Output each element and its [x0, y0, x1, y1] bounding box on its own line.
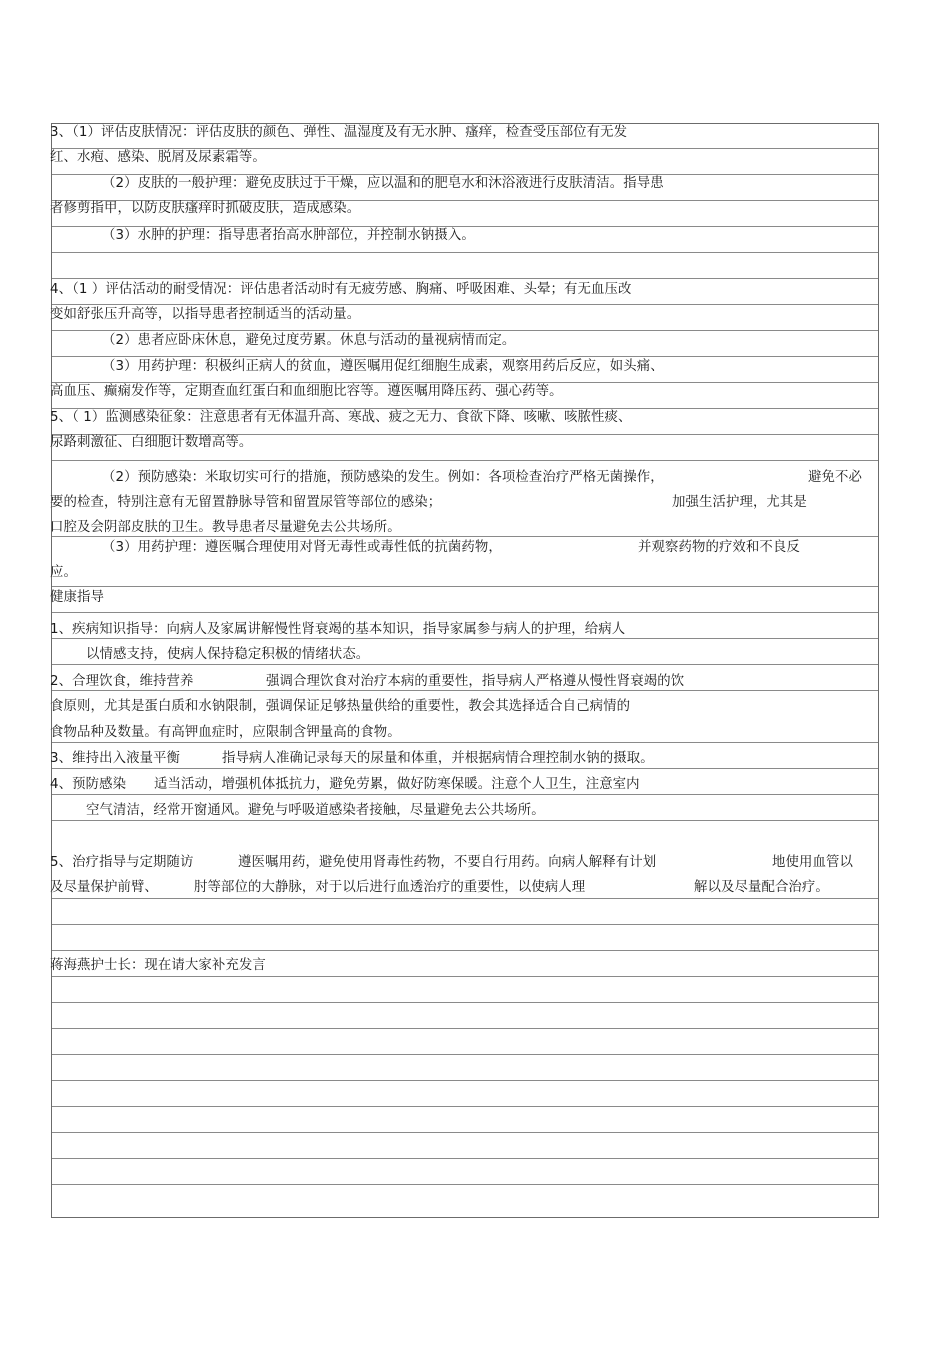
row-rule	[52, 330, 878, 331]
head-nurse-remark: 蒋海燕护士长：现在请大家补充发言	[50, 958, 266, 973]
row-rule	[52, 1184, 878, 1185]
item-5-2-line-2: 要的检查，特别注意有无留置静脉导管和留置尿管等部位的感染；	[50, 495, 442, 510]
row-rule	[52, 1158, 878, 1159]
row-rule	[52, 1028, 878, 1029]
item-4-3-line-2: 高血压、癫痫发作等，定期查血红蛋白和血细胞比容等。遵医嘱用降压药、强心药等。	[50, 384, 563, 399]
item-4-2-line-1: （2）患者应卧床休息，避免过度劳累。休息与活动的量视病情而定。	[102, 333, 516, 348]
item-3-2-line-1: （2）皮肤的一般护理：避免皮肤过于干燥，应以温和的肥皂水和沐浴液进行皮肤清洁。指导患	[102, 176, 664, 191]
row-rule	[52, 768, 878, 769]
row-rule	[52, 950, 878, 951]
row-rule	[52, 898, 878, 899]
row-rule	[52, 304, 878, 305]
row-rule	[52, 252, 878, 253]
guide-4-title: 4、预防感染	[50, 777, 127, 792]
item-5-3-line-2: 应。	[50, 565, 77, 580]
row-rule	[52, 742, 878, 743]
guide-5-line-1-end: 地使用血管以	[772, 855, 853, 870]
row-rule	[52, 1106, 878, 1107]
item-3-1-line-1: 3、（1）评估皮肤情况：评估皮肤的颜色、弹性、温湿度及有无水肿、瘙痒，检查受压部位有无发	[50, 125, 628, 140]
item-5-1-line-1: 5、（ 1）监测感染征象：注意患者有无体温升高、寒战、疲之无力、食欲下降、咳嗽、咳脓性痰、	[50, 410, 632, 425]
health-guidance-heading: 健康指导	[50, 590, 104, 605]
guide-2-title: 2、合理饮食，维持营养	[50, 674, 194, 689]
guide-5-line-2-end: 解以及尽量配合治疗。	[694, 880, 829, 895]
item-3-2-line-2: 者修剪指甲，以防皮肤瘙痒时抓破皮肤，造成感染。	[50, 201, 361, 216]
row-rule	[52, 586, 878, 587]
row-rule	[52, 1002, 878, 1003]
row-rule	[52, 460, 878, 461]
row-rule	[52, 356, 878, 357]
guide-1-line-1: 1、疾病知识指导：向病人及家属讲解慢性肾衰竭的基本知识，指导家属参与病人的护理，给病人	[50, 622, 626, 637]
item-4-1-line-2: 变如舒张压升高等，以指导患者控制适当的活动量。	[50, 307, 361, 322]
item-5-2-line-2-end: 加强生活护理，尤其是	[672, 495, 807, 510]
guide-2-line-2: 食原则，尤其是蛋白质和水钠限制，强调保证足够热量供给的重要性，教会其选择适合自己病情的	[50, 699, 631, 714]
guide-1-line-2: 以情感支持，使病人保持稳定积极的情绪状态。	[86, 647, 370, 662]
row-rule	[52, 278, 878, 279]
row-rule	[52, 976, 878, 977]
row-rule	[52, 794, 878, 795]
row-rule	[52, 1054, 878, 1055]
row-rule	[52, 1132, 878, 1133]
item-3-3-line-1: （3）水肿的护理：指导患者抬高水肿部位，并控制水钠摄入。	[102, 228, 475, 243]
row-rule	[52, 1080, 878, 1081]
guide-4-line-1: 适当活动，增强机体抵抗力，避免劳累，做好防寒保暖。注意个人卫生，注意室内	[154, 777, 640, 792]
guide-5-line-2-mid: 肘等部位的大静脉，对于以后进行血透治疗的重要性，以使病人理	[194, 880, 586, 895]
item-5-1-line-2: 尿路刺激征、白细胞计数增高等。	[50, 435, 253, 450]
row-rule	[52, 820, 878, 821]
item-5-3-line-1: （3）用药护理：遵医嘱合理使用对肾无毒性或毒性低的抗菌药物，	[102, 540, 502, 555]
item-5-2-line-1-end: 避免不必	[808, 470, 862, 485]
guide-2-line-3: 食物品种及数量。有高钾血症时，应限制含钾量高的食物。	[50, 725, 401, 740]
guide-5-line-1: 遵医嘱用药，避免使用肾毒性药物，不要自行用药。向病人解释有计划	[238, 855, 657, 870]
guide-5-line-2: 及尽量保护前臂、	[50, 880, 158, 895]
guide-2-line-1: 强调合理饮食对治疗本病的重要性，指导病人严格遵从慢性肾衰竭的饮	[266, 674, 685, 689]
item-5-3-line-1-end: 并观察药物的疗效和不良反	[638, 540, 800, 555]
item-3-1-line-2: 红、水疱、感染、脱屑及尿素霜等。	[50, 150, 266, 165]
row-rule	[52, 664, 878, 665]
guide-3-title: 3、维持出入液量平衡	[50, 751, 181, 766]
row-rule	[52, 924, 878, 925]
row-rule	[52, 612, 878, 613]
item-5-2-line-3: 口腔及会阴部皮肤的卫生。教导患者尽量避免去公共场所。	[50, 520, 401, 535]
item-4-3-line-1: （3）用药护理：积极纠正病人的贫血，遵医嘱用促红细胞生成素，观察用药后反应，如头痛、	[102, 359, 664, 374]
nursing-record-table	[51, 123, 879, 1218]
guide-4-line-2: 空气清洁，经常开窗通风。避免与呼吸道感染者接触，尽量避免去公共场所。	[86, 803, 545, 818]
guide-5-title: 5、治疗指导与定期随访	[50, 855, 194, 870]
guide-3-line-1: 指导病人准确记录每天的尿量和体重，并根据病情合理控制水钠的摄取。	[222, 751, 654, 766]
item-4-1-line-1: 4、（1 ）评估活动的耐受情况：评估患者活动时有无疲劳感、胸痛、呼吸困难、头晕；有无血压改	[50, 282, 632, 297]
item-5-2-line-1: （2）预防感染：米取切实可行的措施，预防感染的发生。例如：各项检查治疗严格无菌操作，	[102, 470, 664, 485]
